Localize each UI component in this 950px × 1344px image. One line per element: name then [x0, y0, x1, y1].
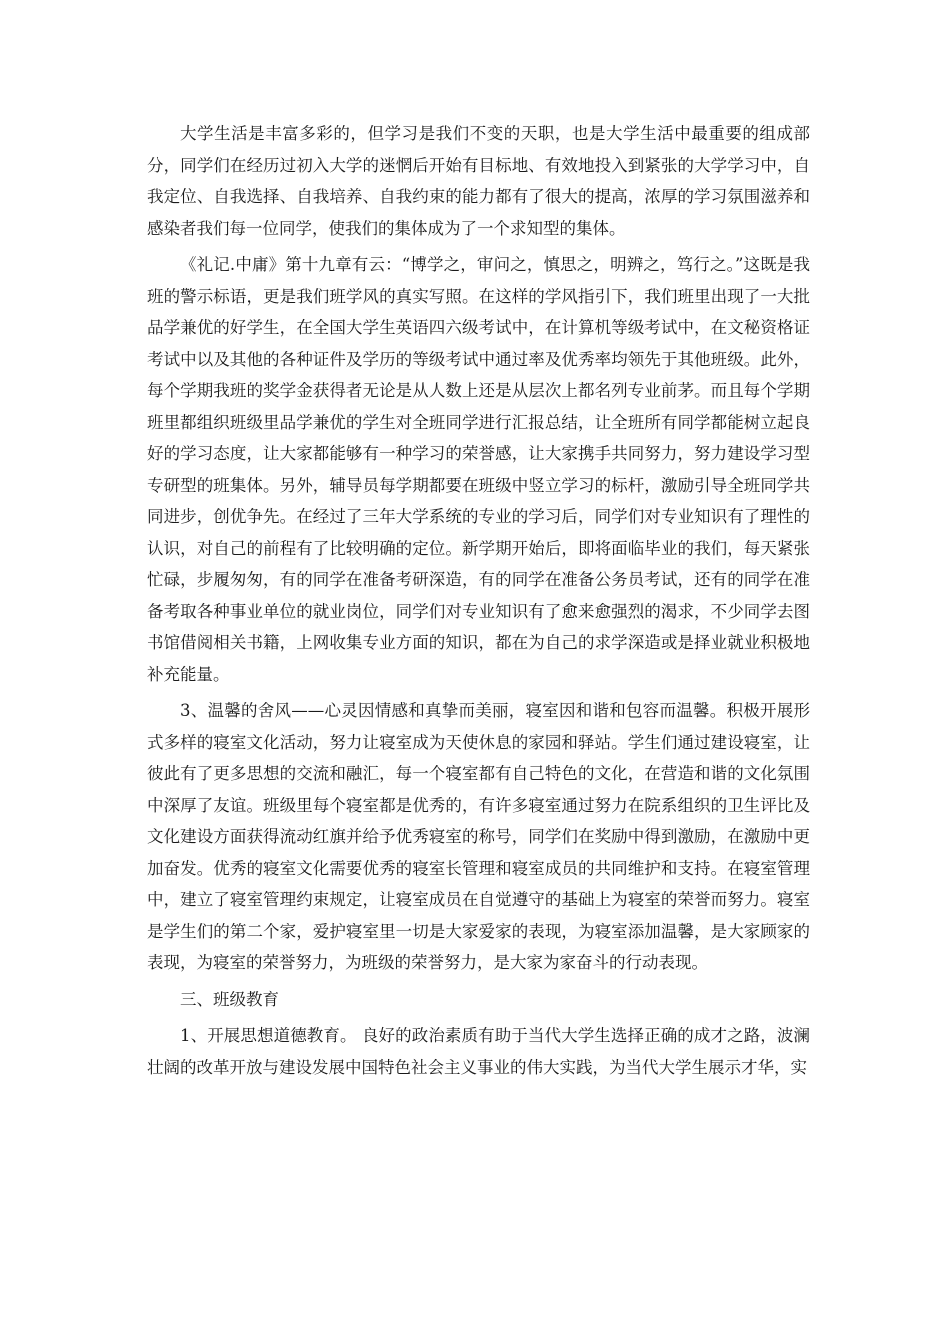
paragraph-moral-education: 1、开展思想道德教育。 良好的政治素质有助于当代大学生选择正确的成才之路，波澜壮阔的改革开放与建设发展中国特色社会主义事业的伟大实践，为当代大学生展示才华，实	[147, 1026, 810, 1077]
paragraph-study-style: 《礼记.中庸》第十九章有云：“博学之，审问之，慎思之，明辨之，笃行之。”这既是我班的警示标语，更是我们班学风的真实写照。在这样的学风指引下，我们班里出现了一大批品学兼优的好学生，在全国大学生英语四六级考试中，在计算机等级考试中，在文秘资格证考试中以及其他的各种证件及学历的等级考试中通过率及优秀率均领先于其他班级。此外，每个学期我班的奖学金获得者无论是从人数上还是从层次上都名列专业前茅。而且每个学期班里都组织班级里品学兼优的学生对全班同学进行汇报总结，让全班所有同学都能树立起良好的学习态度，让大家都能够有一种学习的荣誉感，让大家携手共同努力，努力建设学习型专研型的班集体。另外，辅导员每学期都要在班级中竖立学习的标杆，激励引导全班同学共同进步，创优争先。在经过了三年大学系统的专业的学习后，同学们对专业知识有了理性的认识，对自己的前程有了比较明确的定位。新学期开始后，即将面临毕业的我们，每天紧张忙碌，步履匆匆，有的同学在准备考研深造，有的同学在准备公务员考试，还有的同学在准备考取各种事业单位的就业岗位，同学们对专业知识有了愈来愈强烈的渴求，不少同学去图书馆借阅相关书籍，上网收集专业方面的知识，都在为自己的求学深造或是择业就业积极地补充能量。	[147, 255, 810, 684]
paragraph-dorm-culture: 3、温馨的舍风——心灵因情感和真挚而美丽，寝室因和谐和包容而温馨。积极开展形式多样的寝室文化活动，努力让寝室成为天使休息的家园和驿站。学生们通过建设寝室，让彼此有了更多思想的交流和融汇，每一个寝室都有自己特色的文化，在营造和谐的文化氛围中深厚了友谊。班级里每个寝室都是优秀的，有许多寝室通过努力在院系组织的卫生评比及文化建设方面获得流动红旗并给予优秀寝室的称号，同学们在奖励中得到激励，在激励中更加奋发。优秀的寝室文化需要优秀的寝室长管理和寝室成员的共同维护和支持。在寝室管理中，建立了寝室管理约束规定，让寝室成员在自觉遵守的基础上为寝室的荣誉而努力。寝室是学生们的第二个家，爱护寝室里一切是大家爱家的表现，为寝室添加温馨，是大家顾家的表现，为寝室的荣誉努力，为班级的荣誉努力，是大家为家奋斗的行动表现。	[147, 701, 810, 972]
paragraph-study-life: 大学生活是丰富多彩的，但学习是我们不变的天职，也是大学生活中最重要的组成部分，同学们在经历过初入大学的迷惘后开始有目标地、有效地投入到紧张的大学学习中，自我定位、自我选择、自我培养、自我约束的能力都有了很大的提高，浓厚的学习氛围滋养和感染者我们每一位同学，使我们的集体成为了一个求知型的集体。	[147, 124, 810, 238]
document-body	[147, 118, 810, 1088]
section-heading-class-education: 三、班级教育	[180, 989, 279, 1009]
